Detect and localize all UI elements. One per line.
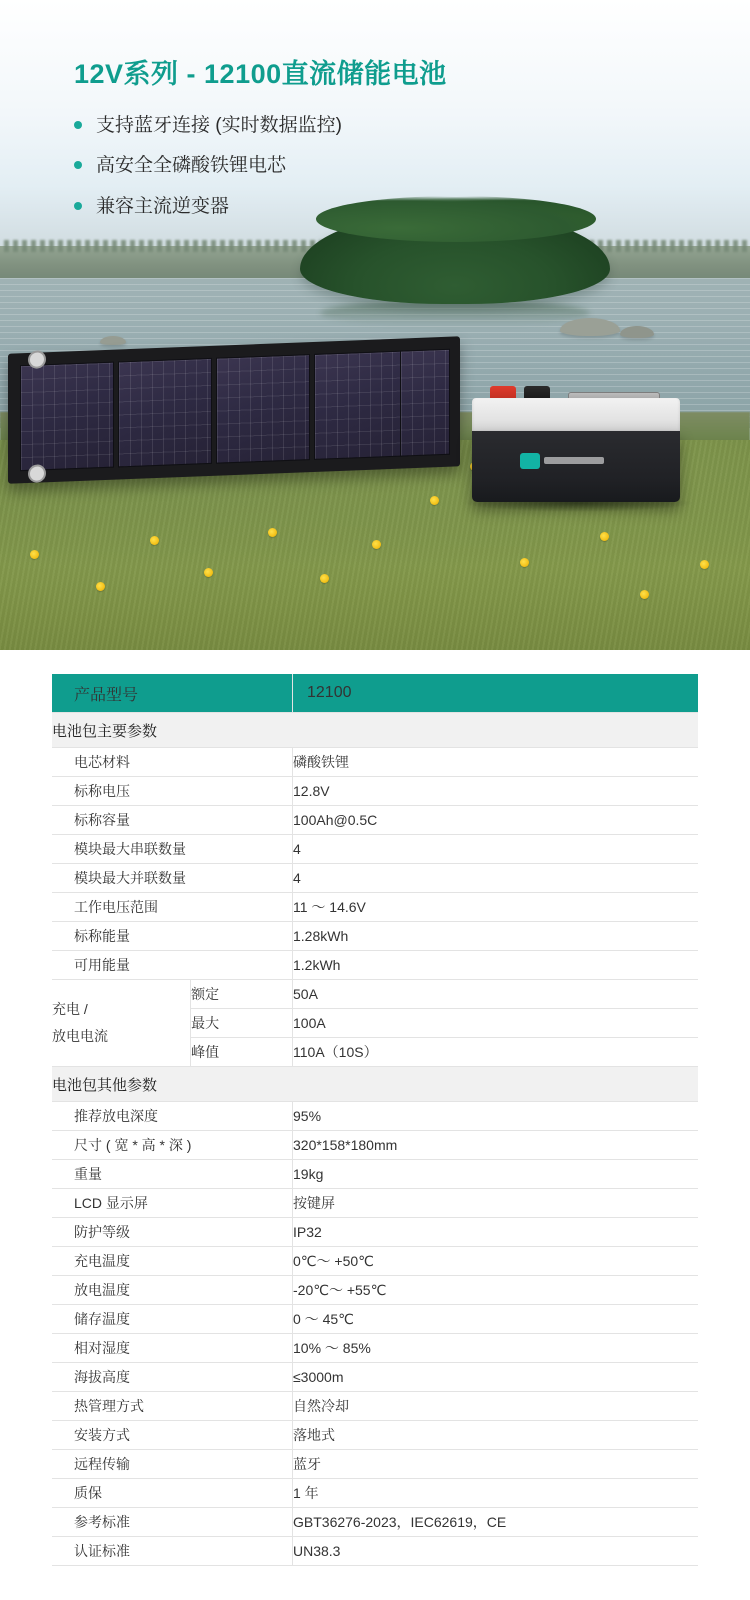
- flower: [30, 550, 39, 559]
- flower: [204, 568, 213, 577]
- list-item: [96, 111, 750, 140]
- brand-logo-text: [544, 457, 604, 464]
- spec-table: [52, 674, 698, 1566]
- solar-cell: [314, 350, 408, 460]
- table-row: [52, 1363, 698, 1392]
- row-label: 工作电压范围: [52, 893, 293, 922]
- row-label: 防护等级: [52, 1218, 293, 1247]
- current-label-line2: 放电电流: [52, 1028, 108, 1044]
- row-value: 0 ～ 45℃: [293, 1305, 699, 1334]
- row-value: 蓝牙: [293, 1450, 699, 1479]
- table-row: [52, 864, 698, 893]
- section-row-main: [52, 713, 698, 748]
- flower: [700, 560, 709, 569]
- table-row: [52, 951, 698, 980]
- row-label: 尺寸 ( 宽 * 高 * 深 ): [52, 1131, 293, 1160]
- flower: [640, 590, 649, 599]
- bullet-icon: [74, 202, 82, 210]
- row-value: 95%: [293, 1102, 699, 1131]
- battery-product: [472, 398, 680, 502]
- row-sublabel: 峰值: [191, 1038, 293, 1067]
- feature-text: 高安全全磷酸铁锂电芯: [96, 155, 287, 177]
- rock: [100, 336, 126, 345]
- table-row: [52, 748, 698, 777]
- row-value: 110A（10S）: [293, 1038, 699, 1067]
- solar-panel: [8, 336, 460, 483]
- row-label: 充电温度: [52, 1247, 293, 1276]
- table-row-current-rated: [52, 980, 698, 1009]
- row-value: GBT36276-2023，IEC62619，CE: [293, 1508, 699, 1537]
- hero-copy: [0, 0, 750, 232]
- table-row: [52, 1247, 698, 1276]
- bullet-icon: [74, 121, 82, 129]
- row-label: 海拔高度: [52, 1363, 293, 1392]
- spec-table-container: [0, 650, 750, 1600]
- header-value: 12100: [293, 674, 699, 713]
- row-value: -20℃～ +55℃: [293, 1276, 699, 1305]
- row-value: 落地式: [293, 1421, 699, 1450]
- table-row: [52, 1276, 698, 1305]
- table-row: [52, 1131, 698, 1160]
- row-value: 1.2kWh: [293, 951, 699, 980]
- row-value: 320*158*180mm: [293, 1131, 699, 1160]
- page-title: 12V系列 - 12100直流储能电池: [74, 59, 447, 89]
- table-row: [52, 1450, 698, 1479]
- feature-list: [0, 111, 750, 221]
- row-label: 相对湿度: [52, 1334, 293, 1363]
- row-value: 19kg: [293, 1160, 699, 1189]
- table-header-row: [52, 674, 698, 713]
- row-label: 远程传输: [52, 1450, 293, 1479]
- row-label: 推荐放电深度: [52, 1102, 293, 1131]
- row-label: 标称电压: [52, 777, 293, 806]
- flower: [320, 574, 329, 583]
- row-label: 模块最大并联数量: [52, 864, 293, 893]
- table-row: [52, 777, 698, 806]
- row-value: 10% ～ 85%: [293, 1334, 699, 1363]
- flower: [372, 540, 381, 549]
- row-value: 100A: [293, 1009, 699, 1038]
- row-label-current: [52, 980, 191, 1067]
- flower: [96, 582, 105, 591]
- solar-cell: [400, 349, 450, 457]
- table-row: [52, 806, 698, 835]
- battery-lid: [472, 398, 680, 434]
- table-row: [52, 1189, 698, 1218]
- row-label: 储存温度: [52, 1305, 293, 1334]
- row-value: 自然冷却: [293, 1392, 699, 1421]
- row-sublabel: 额定: [191, 980, 293, 1009]
- flower: [268, 528, 277, 537]
- row-value: IP32: [293, 1218, 699, 1247]
- table-row: [52, 1218, 698, 1247]
- row-value: 12.8V: [293, 777, 699, 806]
- bullet-icon: [74, 161, 82, 169]
- flower: [600, 532, 609, 541]
- header-label: 产品型号: [52, 674, 293, 713]
- feature-text: 兼容主流逆变器: [96, 195, 230, 217]
- battery-body: [472, 431, 680, 502]
- solar-cell: [20, 362, 114, 472]
- table-row: [52, 1421, 698, 1450]
- row-value: UN38.3: [293, 1537, 699, 1566]
- solar-cell: [118, 358, 212, 468]
- table-row: [52, 893, 698, 922]
- row-label: 参考标准: [52, 1508, 293, 1537]
- rock: [620, 326, 654, 338]
- feature-text: 支持蓝牙连接 (实时数据监控): [96, 115, 342, 136]
- section-title: 电池包主要参数: [52, 713, 698, 748]
- flower: [520, 558, 529, 567]
- table-row: [52, 1479, 698, 1508]
- flower: [150, 536, 159, 545]
- table-row: [52, 835, 698, 864]
- row-label: 电芯材料: [52, 748, 293, 777]
- row-sublabel: 最大: [191, 1009, 293, 1038]
- section-title: 电池包其他参数: [52, 1067, 698, 1102]
- row-label: 热管理方式: [52, 1392, 293, 1421]
- current-label-line1: 充电 /: [52, 1001, 88, 1018]
- row-label: 重量: [52, 1160, 293, 1189]
- table-row: [52, 922, 698, 951]
- row-label: 认证标准: [52, 1537, 293, 1566]
- section-row-other: [52, 1067, 698, 1102]
- table-row: [52, 1305, 698, 1334]
- hero-image: [0, 0, 750, 650]
- row-value: ≤3000m: [293, 1363, 699, 1392]
- row-label: 放电温度: [52, 1276, 293, 1305]
- row-label: LCD 显示屏: [52, 1189, 293, 1218]
- table-row: [52, 1102, 698, 1131]
- row-value: 磷酸铁锂: [293, 748, 699, 777]
- row-value: 1 年: [293, 1479, 699, 1508]
- row-label: 安装方式: [52, 1421, 293, 1450]
- solar-cell: [216, 354, 310, 464]
- row-value: 100Ah@0.5C: [293, 806, 699, 835]
- row-value: 4: [293, 835, 699, 864]
- table-row: [52, 1537, 698, 1566]
- row-label: 质保: [52, 1479, 293, 1508]
- row-value: 1.28kWh: [293, 922, 699, 951]
- list-item: [96, 192, 750, 221]
- table-row: [52, 1508, 698, 1537]
- row-value: 按键屏: [293, 1189, 699, 1218]
- brand-logo-icon: [520, 453, 540, 469]
- table-row: [52, 1392, 698, 1421]
- row-label: 模块最大串联数量: [52, 835, 293, 864]
- row-label: 可用能量: [52, 951, 293, 980]
- row-value: 0℃～ +50℃: [293, 1247, 699, 1276]
- row-value: 50A: [293, 980, 699, 1009]
- table-row: [52, 1334, 698, 1363]
- row-label: 标称能量: [52, 922, 293, 951]
- rock: [560, 318, 620, 336]
- row-label: 标称容量: [52, 806, 293, 835]
- table-row: [52, 1160, 698, 1189]
- row-value: 4: [293, 864, 699, 893]
- flower: [430, 496, 439, 505]
- row-value: 11 ～ 14.6V: [293, 893, 699, 922]
- list-item: [96, 151, 750, 180]
